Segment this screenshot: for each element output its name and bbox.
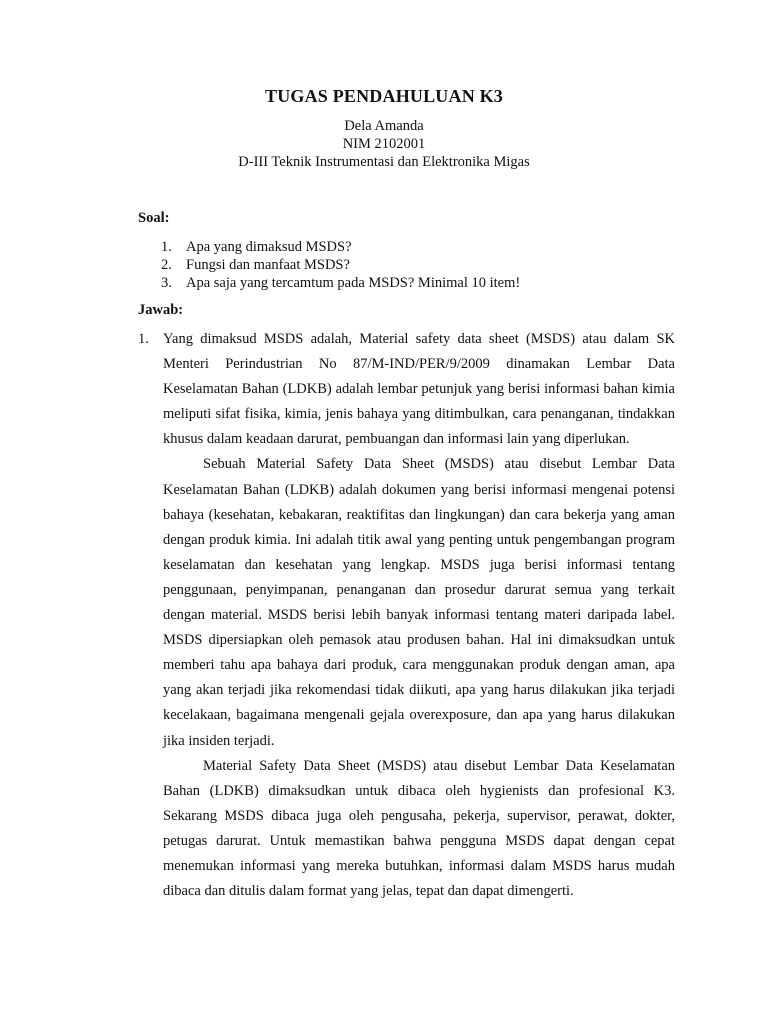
answer-paragraph: Material Safety Data Sheet (MSDS) atau disebut Lembar Data Keselamatan Bahan (LDKB) dimaksudkan untuk dibaca oleh hygienists dan profesional K3. Sekarang MSDS dibaca juga oleh pengusaha, pekerja, supervisor, perawat, dokter, petugas darurat. Untuk memastikan bahwa pengguna MSDS dapat dengan cepat menemukan informasi yang mereka butuhkan, informasi dalam MSDS harus mudah dibaca dan ditulis dalam format yang jelas, tepat dan dapat dimengerti. xyxy=(163,757,675,900)
question-text: Apa saja yang tercamtum pada MSDS? Minimal 10 item! xyxy=(186,275,521,291)
question-number: 2. xyxy=(161,257,172,273)
answer-body xyxy=(163,327,675,904)
soal-heading: Soal: xyxy=(138,210,170,226)
jawab-heading: Jawab: xyxy=(138,302,184,318)
question-number: 3. xyxy=(161,275,172,291)
document-title: TUGAS PENDAHULUAN K3 xyxy=(264,86,504,106)
question-text: Fungsi dan manfaat MSDS? xyxy=(186,257,350,273)
student-id: NIM 2102001 xyxy=(342,136,426,152)
answer-paragraph: Sebuah Material Safety Data Sheet (MSDS) atau disebut Lembar Data Keselamatan Bahan (LDKB) adalah dokumen yang berisi informasi mengenai potensi bahaya (kesehatan, kebakaran, reaktifitas dan lingkungan) dan cara bekerja yang aman dengan produk kimia. Ini adalah titik awal yang penting untuk pengembangan program keselamatan dan kesehatan yang lengkap. MSDS juga berisi informasi tentang penggunaan, penyimpanan, penanganan dan prosedur darurat semua yang terkait dengan material. MSDS berisi lebih banyak informasi tentang materi daripada label. MSDS dipersiapkan oleh pemasok atau produsen bahan. Hal ini dimaksudkan untuk memberi tahu apa bahaya dari produk, cara menggunakan produk dengan aman, apa yang akan terjadi jika rekomendasi tidak diikuti, apa yang harus dilakukan jika terjadi kecelakaan, bagaimana mengenali gejala overexposure, dan apa yang harus dilakukan jika insiden terjadi. xyxy=(163,456,675,749)
answer-paragraph: Yang dimaksud MSDS adalah, Material safety data sheet (MSDS) atau dalam SK Menteri Perindustrian No 87/M-IND/PER/9/2009 dinamakan Lembar Data Keselamatan Bahan (LDKB) adalah lembar petunjuk yang berisi informasi bahan kimia meliputi sifat fisika, kimia, jenis bahaya yang ditimbulkan, cara penanganan, tindakkan khusus dalam keadaan darurat, pembuangan dan informasi lain yang diperlukan. xyxy=(163,331,675,448)
answer-number: 1. xyxy=(138,331,149,347)
question-number: 1. xyxy=(161,239,172,255)
study-program: D-III Teknik Instrumentasi dan Elektronika Migas xyxy=(238,154,530,170)
author-name: Dela Amanda xyxy=(344,118,424,134)
question-text: Apa yang dimaksud MSDS? xyxy=(186,239,352,255)
